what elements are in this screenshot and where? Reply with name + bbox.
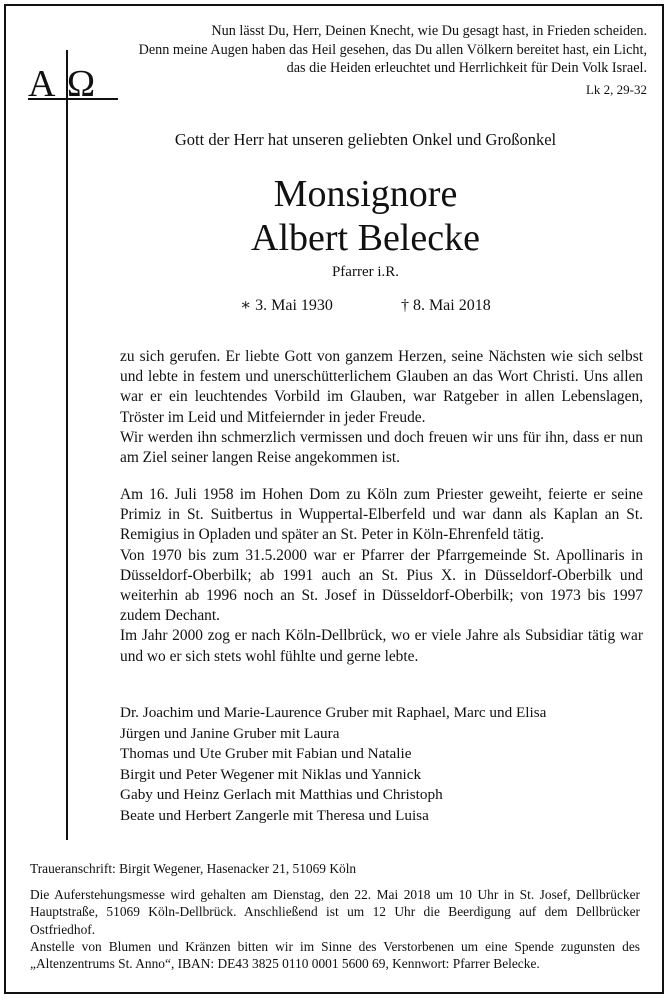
death-date: † 8. Mai 2018 [400, 297, 491, 314]
paragraph-text: Im Jahr 2000 zog er nach Köln-Dellbrück, wo er viele Jahre als Subsidiar tätig war und wo er sich stets wohl fühlte und gerne lebte. [120, 627, 643, 665]
paragraph-text: Am 16. Juli 1958 im Hohen Dom zu Köln zum Priester geweiht, feierte er seine Primiz in St. Suitbertus in Wuppertal-Elberfeld und war dann als Kaplan an St. Remigius in Opladen und später an St. Peter in Köln-Ehrenfeld tätig. [120, 486, 643, 544]
name-full: Albert Belecke [251, 217, 480, 259]
cross-vertical-bar [66, 50, 68, 840]
mourners-list [120, 703, 546, 827]
name-title: Monsignore [273, 173, 458, 215]
mourner-entry: Gaby und Heinz Gerlach mit Matthias und Christoph [120, 786, 443, 804]
birth-date: ∗ 3. Mai 1930 [240, 297, 333, 314]
bible-quote [47, 22, 647, 78]
quote-line: Nun lässt Du, Herr, Deinen Knecht, wie Du gesagt hast, in Frieden scheiden. [211, 23, 647, 39]
mourning-address: Traueranschrift: Birgit Wegener, Hasenacker 21, 51069 Köln [30, 861, 357, 876]
intro-line: Gott der Herr hat unseren geliebten Onkel und Großonkel [174, 130, 557, 149]
life-dates [0, 295, 671, 315]
mourner-entry: Jürgen und Janine Gruber mit Laura [120, 724, 340, 742]
mourner-entry: Birgit und Peter Wegener mit Niklas und Yannick [120, 765, 422, 783]
service-info: Die Auferstehungsmesse wird gehalten am Dienstag, den 22. Mai 2018 um 10 Uhr in St. Josef, Dellbrücker Hauptstraße, 51069 Köln-Dellbrück. Anschließend ist um 12 Uhr die Beerdigung auf dem Dellbrücker Ostfriedhof. [30, 887, 640, 937]
mourner-entry: Dr. Joachim und Marie-Laurence Gruber mit Raphael, Marc und Elisa [120, 704, 547, 721]
deceased-name [0, 172, 671, 260]
mourner-entry: Thomas und Ute Gruber mit Fabian und Natalie [120, 745, 412, 763]
biography-paragraph [120, 485, 643, 667]
alpha-omega-symbol: A Ω [28, 63, 98, 105]
paragraph-text: Wir werden ihn schmerzlich vermissen und doch freuen wir uns für ihn, dass er nun am Ziel seiner langen Reise angekommen ist. [120, 428, 643, 467]
quote-line: das die Heiden erleuchtet und Herrlichkeit für Dein Volk Israel. [286, 60, 647, 76]
paragraph-text: zu sich gerufen. Er liebte Gott von ganzem Herzen, seine Nächsten wie sich selbst und lebte in festem und unerschütterlichem Glauben an das Wort Christi. Uns allen war er ein leuchtendes Vorbild im Glauben, war Ratgeber in allen Lebenslagen, Tröster im Leid und Mitfeiernder in jeder Freude. [120, 348, 643, 426]
mourner-entry: Beate und Herbert Zangerle mit Theresa und Luisa [120, 806, 429, 824]
quote-line: Denn meine Augen haben das Heil gesehen, das Du allen Völkern bereitet hast, ein Licht, [138, 41, 647, 58]
tribute-paragraph [120, 347, 643, 468]
quote-reference: Lk 2, 29-32 [585, 82, 647, 97]
office-title: Pfarrer i.R. [331, 264, 400, 280]
donation-info: Anstelle von Blumen und Kränzen bitten wir im Sinne des Verstorbenen um eine Spende zugunsten des „Altenzentrums St. Anno“, IBAN: DE43 3825 0110 0001 5600 69, Kennwort: Pfarrer Belecke. [30, 939, 640, 972]
paragraph-text: Von 1970 bis zum 31.5.2000 war er Pfarrer der Pfarrgemeinde St. Apollinaris in Düsseldorf-Oberbilk; ab 1991 auch an St. Pius X. in Düsseldorf-Oberbilk und weiterhin ab 1996 noch an St. Josef in Düsseldorf-Oberbilk; von 1973 bis 1997 zudem Dechant. [120, 546, 643, 625]
